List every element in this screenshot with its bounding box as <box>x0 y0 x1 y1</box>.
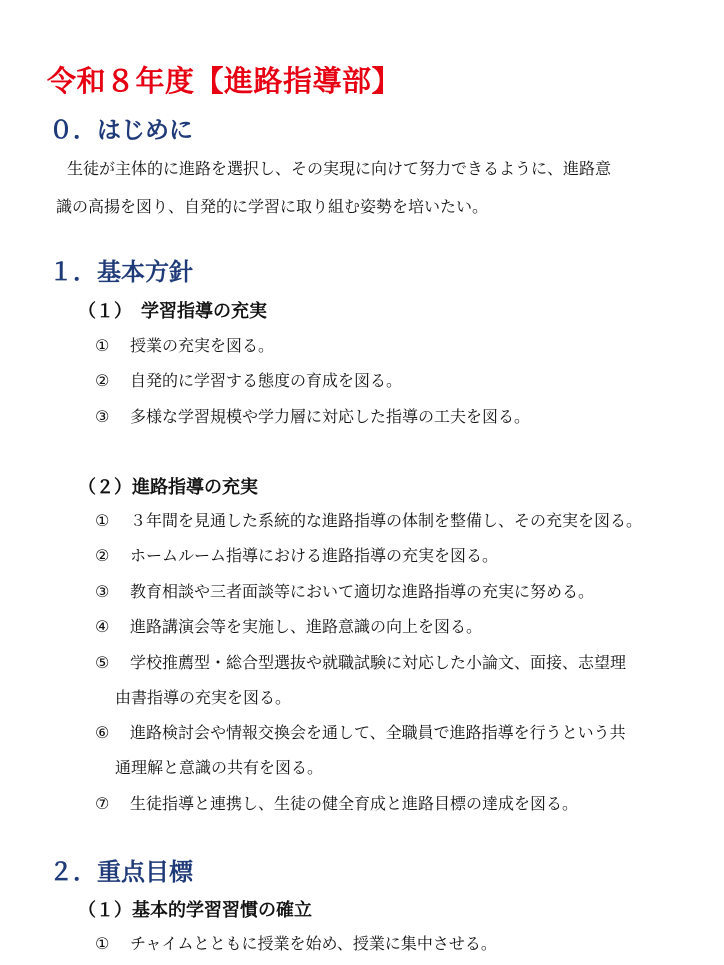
item-number: ④ <box>95 619 110 636</box>
subheading-study-habits: （１）基本的学習習慣の確立 <box>78 900 312 920</box>
list-item <box>95 514 642 530</box>
intro-line: 生徒が主体的に進路を選択し、その実現に向けて努力できるように、進路意 <box>67 161 612 178</box>
item-number: ① <box>95 338 110 355</box>
list-item <box>95 585 594 601</box>
list-item <box>95 620 482 636</box>
section-heading-policy: １．基本方針 <box>49 259 193 286</box>
item-text: 多様な学習規模や学力層に対応した指導の工夫を図る。 <box>130 409 531 426</box>
list-item-continuation: 通理解と意識の共有を図る。 <box>115 760 324 777</box>
list-item <box>95 797 578 813</box>
item-number: ① <box>95 513 110 530</box>
list-item <box>95 656 626 672</box>
item-text: 進路検討会や情報交換会を通して、全職員で進路指導を行うという共 <box>130 725 626 742</box>
list-item <box>95 410 530 426</box>
item-number: ⑥ <box>95 725 110 742</box>
item-number: ① <box>95 936 110 953</box>
item-number: ③ <box>95 409 110 426</box>
section-heading-intro: ０．はじめに <box>49 117 193 144</box>
subheading-study-guidance: （１） 学習指導の充実 <box>78 301 267 321</box>
document-title: 令和８年度【進路指導部】 <box>47 66 402 98</box>
item-number: ② <box>95 548 110 565</box>
item-text: ホームルーム指導における進路指導の充実を図る。 <box>130 548 499 565</box>
item-text: ３年間を見通した系統的な進路指導の体制を整備し、その充実を図る。 <box>130 513 643 530</box>
list-item <box>95 339 274 355</box>
list-item <box>95 726 626 742</box>
intro-line: 識の高揚を図り、自発的に学習に取り組む姿勢を培いたい。 <box>56 199 489 216</box>
item-text: 教育相談や三者面談等において適切な進路指導の充実に努める。 <box>130 584 595 601</box>
item-text: 学校推薦型・総合型選抜や就職試験に対応した小論文、面接、志望理 <box>130 655 627 672</box>
item-number: ⑦ <box>95 796 110 813</box>
item-number: ⑤ <box>95 655 110 672</box>
item-number: ② <box>95 373 110 390</box>
item-text: 自発的に学習する態度の育成を図る。 <box>130 373 403 390</box>
subheading-career-guidance: （２）進路指導の充実 <box>78 477 258 497</box>
list-item <box>95 374 402 390</box>
item-text: 進路講演会等を実施し、進路意識の向上を図る。 <box>130 619 483 636</box>
list-item-continuation: 由書指導の充実を図る。 <box>115 690 292 707</box>
section-heading-goals: ２．重点目標 <box>49 859 193 886</box>
item-text: 生徒指導と連携し、生徒の健全育成と進路目標の達成を図る。 <box>130 796 579 813</box>
item-text: 授業の充実を図る。 <box>130 338 275 355</box>
item-number: ③ <box>95 584 110 601</box>
item-text: チャイムとともに授業を始め、授業に集中させる。 <box>130 936 497 953</box>
list-item <box>95 937 497 953</box>
list-item <box>95 549 498 565</box>
